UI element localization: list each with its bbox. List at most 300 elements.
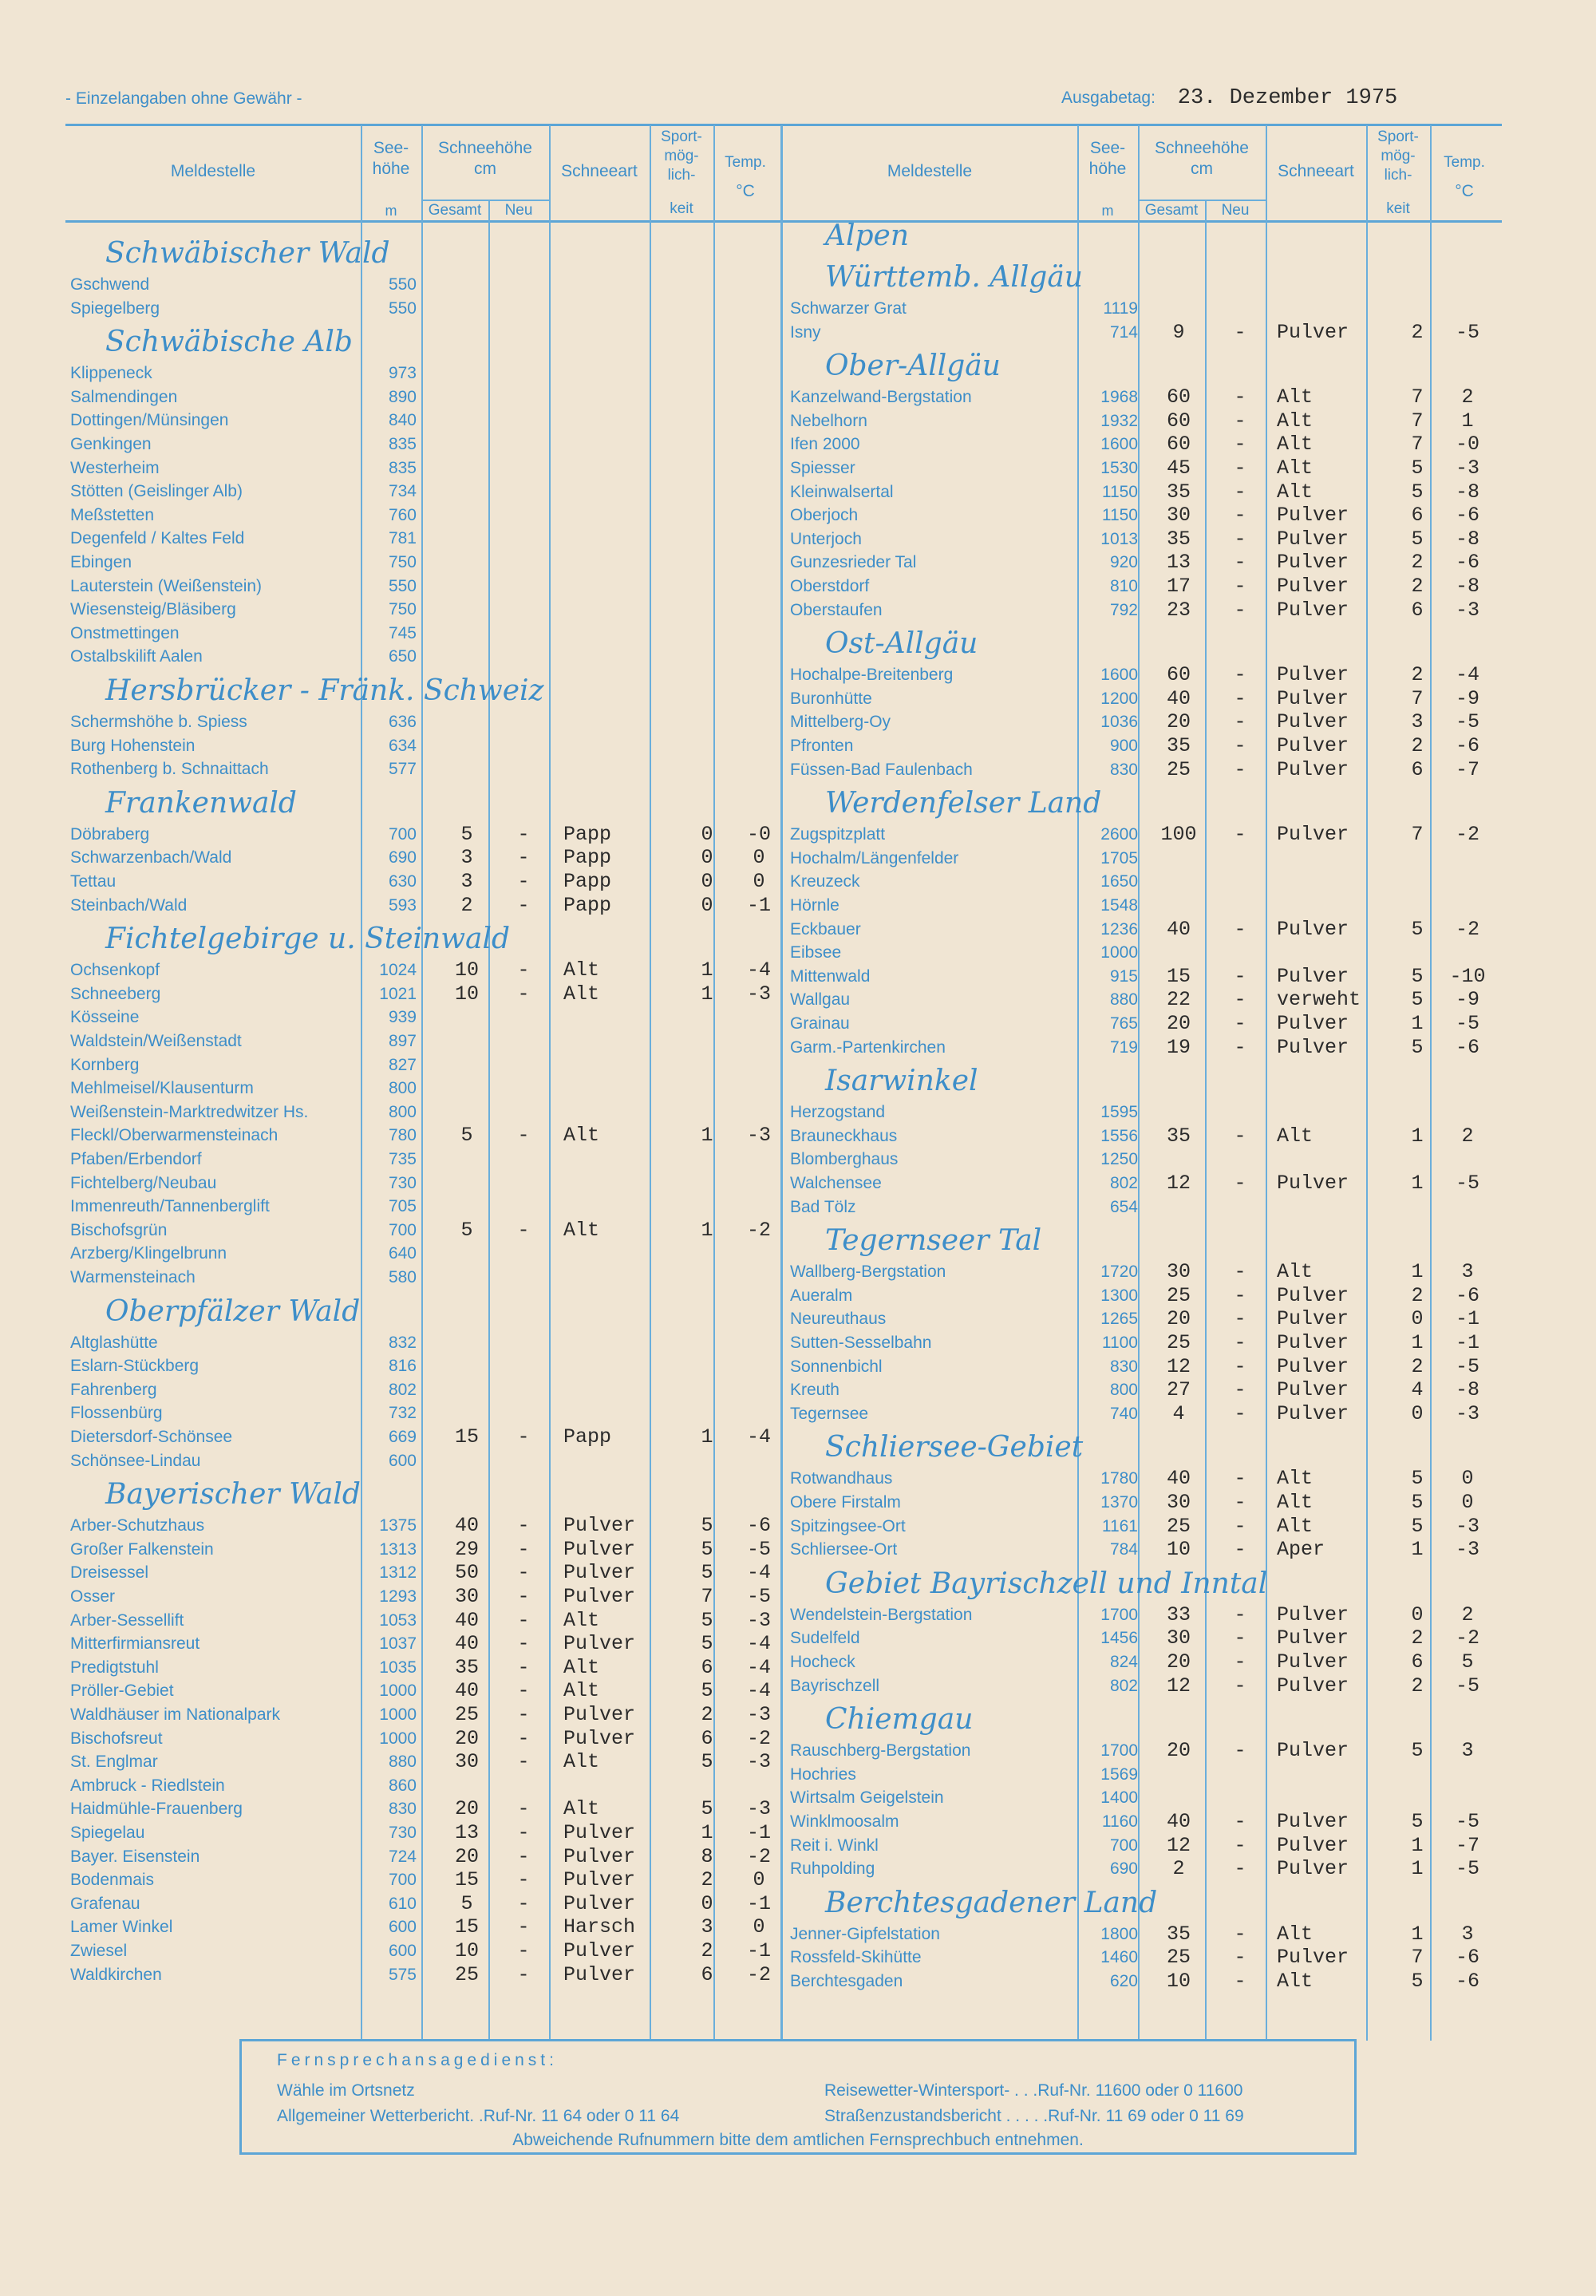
- temperature: -4: [746, 1561, 771, 1585]
- snow-type: Alt: [1277, 409, 1314, 433]
- station-name: Pröller-Gebiet: [70, 1681, 174, 1701]
- temperature: -1: [746, 1939, 771, 1962]
- snow-type: Alt: [563, 1655, 600, 1679]
- station-name: Garm.-Partenkirchen: [790, 1037, 946, 1057]
- temperature: -5: [746, 1585, 771, 1608]
- temperature: -9: [1455, 988, 1479, 1012]
- station-altitude: 792: [1109, 600, 1138, 619]
- station-altitude: 830: [1109, 1357, 1138, 1376]
- station-name: Oberjoch: [790, 506, 859, 525]
- temperature: -5: [1455, 1012, 1479, 1035]
- station-name: Schneeberg: [70, 984, 161, 1003]
- phone-service-box: [239, 2039, 1357, 2155]
- snow-type: Pulver: [1277, 1602, 1349, 1626]
- snow-type: Pulver: [1277, 1739, 1349, 1763]
- station-name: Blomberghaus: [790, 1150, 899, 1169]
- region-title: Alpen: [825, 219, 910, 252]
- station-altitude: 897: [388, 1032, 417, 1050]
- station-name: Mehlmeisel/Klausenturm: [70, 1079, 254, 1098]
- snow-total: 25: [454, 1703, 479, 1726]
- temperature: -2: [746, 1218, 771, 1242]
- col-snow-unit: cm: [474, 160, 496, 178]
- snow-new: -: [1234, 433, 1246, 456]
- sport-possibility: 5: [701, 1561, 713, 1585]
- snow-total: 20: [454, 1726, 479, 1750]
- snow-new: -: [517, 1703, 530, 1726]
- sport-possibility: 1: [1411, 1260, 1424, 1284]
- station-name: Walchensee: [790, 1174, 882, 1192]
- station-name: Arber-Schutzhaus: [70, 1516, 205, 1535]
- snow-new: -: [1234, 757, 1246, 781]
- snow-type: Pulver: [1277, 1012, 1349, 1035]
- station-altitude: 1024: [379, 961, 417, 980]
- station-name: Mittelberg-Oy: [790, 713, 891, 732]
- sport-possibility: 1: [1411, 1857, 1424, 1881]
- station-name: Eibsee: [790, 943, 842, 962]
- region-title: Schwäbische Alb: [105, 326, 353, 359]
- temperature: -3: [746, 1703, 771, 1726]
- station-name: Rotwandhaus: [790, 1469, 893, 1488]
- snow-type: Alt: [1277, 1124, 1314, 1148]
- col-temp-unit-r: °C: [1455, 182, 1474, 200]
- sport-possibility: 0: [701, 893, 713, 917]
- sport-possibility: 2: [701, 1868, 713, 1892]
- station-name: Waldstein/Weißenstadt: [70, 1032, 242, 1050]
- station-name: Schermshöhe b. Spiess: [70, 713, 247, 731]
- station-altitude: 593: [388, 895, 417, 915]
- station-altitude: 700: [388, 1220, 417, 1239]
- snow-type: Pulver: [1277, 504, 1349, 528]
- snow-type: Alt: [1277, 385, 1314, 409]
- snow-new: -: [517, 982, 530, 1006]
- snow-total: 35: [1166, 1124, 1191, 1148]
- temperature: -5: [1455, 1810, 1479, 1833]
- station-name: Füssen-Bad Faulenbach: [790, 760, 973, 779]
- sport-possibility: 1: [701, 1124, 713, 1148]
- snow-total: 60: [1166, 433, 1191, 456]
- region-title: Hersbrücker - Fränk. Schweiz: [105, 674, 544, 707]
- sport-possibility: 5: [701, 1632, 713, 1656]
- station-name: Isny: [790, 322, 821, 342]
- station-name: Schönsee-Lindau: [70, 1451, 201, 1470]
- station-altitude: 730: [388, 1173, 417, 1192]
- snow-total: 5: [460, 1891, 473, 1915]
- snow-type: Alt: [563, 958, 600, 982]
- snow-type: Alt: [1277, 1467, 1314, 1491]
- snow-new: -: [1234, 1467, 1246, 1491]
- snow-type: Alt: [563, 1608, 600, 1632]
- station-name: Hörnle: [790, 896, 839, 915]
- station-altitude: 1160: [1101, 1812, 1138, 1831]
- temperature: -7: [1455, 757, 1479, 781]
- station-altitude: 890: [388, 387, 417, 406]
- snow-total: 20: [454, 1797, 479, 1821]
- col-station-r: Meldestelle: [887, 162, 973, 180]
- station-altitude: 2600: [1100, 825, 1138, 844]
- snow-total: 30: [454, 1585, 479, 1608]
- snow-type: Pulver: [1277, 1172, 1349, 1195]
- temperature: -2: [746, 1726, 771, 1750]
- station-name: Pfronten: [790, 737, 854, 755]
- temperature: -6: [1455, 1035, 1479, 1059]
- snow-total: 10: [454, 1939, 479, 1962]
- snow-type: Alt: [1277, 480, 1314, 504]
- station-altitude: 760: [388, 505, 417, 524]
- station-altitude: 780: [388, 1126, 417, 1145]
- station-altitude: 1548: [1100, 896, 1138, 915]
- station-altitude: 750: [388, 600, 417, 619]
- temperature: 3: [1461, 1260, 1474, 1284]
- region-title: Ost-Allgäu: [825, 627, 978, 661]
- phone-winter-sport: Reisewetter-Wintersport- . . .Ruf-Nr. 11600 oder 0 11600: [824, 2081, 1243, 2100]
- snow-type: Pulver: [1277, 1650, 1349, 1674]
- snow-type: Pulver: [1277, 1283, 1349, 1307]
- snow-new: -: [1234, 1307, 1246, 1331]
- station-altitude: 835: [388, 435, 417, 453]
- snow-total: 12: [1166, 1354, 1191, 1378]
- snow-total: 40: [454, 1679, 479, 1703]
- snow-total: 19: [1166, 1035, 1191, 1059]
- table-top-border: [65, 124, 1502, 126]
- snow-total: 40: [454, 1608, 479, 1632]
- sport-possibility: 2: [1411, 734, 1424, 757]
- snow-new: -: [1234, 1538, 1246, 1562]
- sport-possibility: 7: [1411, 433, 1424, 456]
- snow-type: Alt: [1277, 1260, 1314, 1284]
- station-name: Warmensteinach: [70, 1268, 196, 1286]
- sport-possibility: 2: [701, 1939, 713, 1962]
- station-name: Grainau: [790, 1014, 850, 1033]
- temperature: 2: [1461, 1124, 1474, 1148]
- snow-type: Pulver: [563, 1514, 636, 1538]
- temperature: -3: [1455, 598, 1479, 622]
- sport-possibility: 1: [701, 958, 713, 982]
- temperature: -2: [1455, 917, 1479, 941]
- snow-type: Pulver: [1277, 1307, 1349, 1331]
- phone-weather-report: Allgemeiner Wetterbericht. .Ruf-Nr. 11 64 oder 0 11 64: [277, 2107, 680, 2125]
- snow-total: 20: [1166, 1650, 1191, 1674]
- snow-new: -: [1234, 1354, 1246, 1378]
- snow-total: 40: [1166, 1810, 1191, 1833]
- station-altitude: 830: [1109, 760, 1138, 779]
- snow-total: 45: [1166, 456, 1191, 480]
- sport-possibility: 5: [701, 1537, 713, 1561]
- temperature: -8: [1455, 527, 1479, 551]
- sport-possibility: 2: [701, 1703, 713, 1726]
- snow-total: 15: [454, 1915, 479, 1939]
- station-name: Rothenberg b. Schnaittach: [70, 760, 269, 779]
- snow-new: -: [1234, 1833, 1246, 1857]
- snow-total: 10: [454, 958, 479, 982]
- snow-total: 10: [1166, 1970, 1191, 1993]
- station-name: Hochalpe-Breitenberg: [790, 666, 954, 685]
- station-altitude: 700: [388, 1871, 417, 1890]
- snow-total: 3: [460, 870, 473, 893]
- snow-new: -: [517, 1632, 530, 1656]
- station-altitude: 550: [388, 275, 417, 294]
- station-name: Wendelstein-Bergstation: [790, 1605, 973, 1624]
- snow-total: 30: [1166, 504, 1191, 528]
- station-altitude: 600: [388, 1451, 417, 1470]
- snow-total: 25: [1166, 1283, 1191, 1307]
- snow-new: -: [1234, 598, 1246, 622]
- col-altitude-2: höhe: [372, 160, 410, 178]
- station-name: Burg Hohenstein: [70, 736, 196, 755]
- disclaimer: - Einzelangaben ohne Gewähr -: [65, 89, 302, 108]
- station-name: Unterjoch: [790, 529, 862, 548]
- region-title: Bayerischer Wald: [105, 1478, 361, 1512]
- sport-possibility: 5: [1411, 988, 1424, 1012]
- sport-possibility: 7: [1411, 823, 1424, 847]
- station-name: Hochries: [790, 1764, 856, 1784]
- station-name: Arzberg/Klingelbrunn: [70, 1244, 227, 1263]
- temperature: -8: [1455, 1378, 1479, 1402]
- snow-total: 60: [1166, 409, 1191, 433]
- station-name: Mitterfirmiansreut: [70, 1634, 200, 1654]
- snow-new: -: [1234, 1946, 1246, 1970]
- snow-type: Pulver: [563, 1962, 636, 1986]
- snow-total: 29: [454, 1537, 479, 1561]
- col-snow-new: Neu: [504, 202, 533, 219]
- station-altitude: 732: [388, 1404, 417, 1423]
- snow-type: Pulver: [563, 1821, 636, 1844]
- station-name: Wirtsalm Geigelstein: [790, 1788, 944, 1808]
- snow-total: 25: [1166, 757, 1191, 781]
- sport-possibility: 1: [1411, 1012, 1424, 1035]
- col-temp-unit: °C: [736, 182, 755, 200]
- region-title: Isarwinkel: [825, 1065, 978, 1098]
- station-altitude: 765: [1109, 1014, 1138, 1033]
- temperature: -5: [1455, 1354, 1479, 1378]
- snow-type: Pulver: [1277, 663, 1349, 687]
- station-name: Ostalbskilift Aalen: [70, 647, 203, 666]
- col-temp-r: Temp.: [1444, 154, 1485, 171]
- sport-possibility: 0: [701, 822, 713, 846]
- snow-new: -: [1234, 663, 1246, 687]
- sport-possibility: 5: [701, 1514, 713, 1538]
- station-name: Haidmühle-Frauenberg: [70, 1800, 243, 1819]
- snow-total: 13: [1166, 551, 1191, 575]
- temperature: -5: [1455, 1172, 1479, 1195]
- station-altitude: 600: [388, 1918, 417, 1937]
- station-altitude: 1236: [1100, 919, 1138, 939]
- station-name: Wallberg-Bergstation: [790, 1263, 946, 1282]
- temperature: -3: [1455, 1538, 1479, 1562]
- station-name: Zwiesel: [70, 1942, 128, 1960]
- station-name: Bischofsreut: [70, 1729, 163, 1748]
- temperature: -6: [1455, 1946, 1479, 1970]
- snow-new: -: [517, 1844, 530, 1868]
- col-altitude-unit-r: m: [1101, 203, 1114, 219]
- snow-total: 12: [1166, 1833, 1191, 1857]
- station-altitude: 580: [388, 1268, 417, 1286]
- snow-new: -: [1234, 1514, 1246, 1538]
- sport-possibility: 0: [1411, 1401, 1424, 1425]
- station-altitude: 577: [388, 760, 417, 779]
- sport-possibility: 5: [1411, 1491, 1424, 1514]
- sport-possibility: 2: [1411, 551, 1424, 575]
- station-name: Ebingen: [70, 553, 132, 571]
- temperature: 0: [753, 1915, 765, 1939]
- station-altitude: 550: [388, 298, 417, 318]
- temperature: 2: [1461, 1602, 1474, 1626]
- sport-possibility: 6: [1411, 598, 1424, 622]
- temperature: -10: [1449, 964, 1486, 988]
- snow-type: Pulver: [1277, 1833, 1349, 1857]
- station-name: Oberstaufen: [790, 600, 883, 619]
- snow-type: Pulver: [563, 1585, 636, 1608]
- snow-total: 40: [1166, 1467, 1191, 1491]
- snow-total: 20: [1166, 1012, 1191, 1035]
- snow-total: 17: [1166, 575, 1191, 598]
- snow-new: -: [517, 1655, 530, 1679]
- station-altitude: 810: [1109, 577, 1138, 595]
- station-altitude: 620: [1109, 1972, 1138, 1990]
- snow-new: -: [517, 958, 530, 982]
- station-altitude: 1000: [379, 1729, 417, 1748]
- station-name: Oberstdorf: [790, 577, 870, 595]
- grid-line: [421, 200, 549, 201]
- col-snow-total-r: Gesamt: [1144, 202, 1199, 219]
- snow-total: 50: [454, 1561, 479, 1585]
- snow-type: Alt: [1277, 1491, 1314, 1514]
- snow-new: -: [1234, 1035, 1246, 1059]
- snow-type: Pulver: [563, 1844, 636, 1868]
- phone-road-report: Straßenzustandsbericht . . . . .Ruf-Nr. 11 69 oder 0 11 69: [824, 2107, 1244, 2125]
- temperature: -2: [1455, 1626, 1479, 1650]
- station-altitude: 1370: [1100, 1493, 1138, 1512]
- snow-total: 3: [460, 846, 473, 870]
- station-altitude: 802: [388, 1380, 417, 1399]
- temperature: -3: [1455, 1514, 1479, 1538]
- snow-type: Pulver: [1277, 917, 1349, 941]
- snow-new: -: [1234, 1922, 1246, 1946]
- station-altitude: 1150: [1101, 506, 1138, 525]
- snow-new: -: [517, 1218, 530, 1242]
- snow-type: Alt: [563, 982, 600, 1006]
- snow-total: 30: [1166, 1491, 1191, 1514]
- temperature: -9: [1455, 686, 1479, 710]
- sport-possibility: 7: [1411, 1946, 1424, 1970]
- grid-line: [1138, 125, 1140, 2041]
- grid-line: [1266, 125, 1267, 2041]
- region-title: Schwäbischer Wald: [105, 237, 390, 270]
- station-altitude: 1161: [1101, 1516, 1138, 1535]
- station-name: Wallgau: [790, 990, 851, 1010]
- col-snow-type: Schneeart: [561, 162, 638, 180]
- snow-new: -: [517, 1797, 530, 1821]
- snow-total: 40: [454, 1514, 479, 1538]
- station-altitude: 802: [1109, 1676, 1138, 1695]
- temperature: -2: [1455, 823, 1479, 847]
- sport-possibility: 1: [701, 1218, 713, 1242]
- col-sport-2: mög-: [664, 148, 699, 164]
- snow-new: -: [1234, 964, 1246, 988]
- station-altitude: 654: [1109, 1197, 1138, 1216]
- col-altitude-unit: m: [385, 203, 397, 219]
- sport-possibility: 6: [701, 1655, 713, 1679]
- station-name: Berchtesgaden: [790, 1972, 903, 1990]
- col-altitude-1: See-: [373, 139, 409, 157]
- station-altitude: 900: [1109, 737, 1138, 755]
- snow-new: -: [517, 1514, 530, 1538]
- snow-total: 35: [1166, 1922, 1191, 1946]
- station-name: Großer Falkenstein: [70, 1539, 214, 1559]
- station-altitude: 860: [388, 1776, 417, 1795]
- station-name: Brauneckhaus: [790, 1126, 898, 1145]
- station-altitude: 827: [388, 1055, 417, 1074]
- station-altitude: 1780: [1100, 1469, 1138, 1488]
- snow-new: -: [1234, 1172, 1246, 1195]
- snow-total: 20: [1166, 1739, 1191, 1763]
- temperature: -6: [1455, 1970, 1479, 1993]
- station-altitude: 832: [388, 1333, 417, 1352]
- snow-type: Pulver: [563, 1703, 636, 1726]
- snow-type: Pulver: [563, 1868, 636, 1892]
- station-altitude: 1036: [1100, 713, 1138, 732]
- snow-type: Pulver: [563, 1891, 636, 1915]
- station-name: Weißenstein-Marktredwitzer Hs.: [70, 1102, 309, 1121]
- station-altitude: 1013: [1100, 529, 1138, 548]
- snow-new: -: [1234, 320, 1246, 344]
- snow-type: Pulver: [563, 1561, 636, 1585]
- snow-total: 13: [454, 1821, 479, 1844]
- station-altitude: 1000: [1100, 943, 1138, 962]
- snow-total: 40: [1166, 917, 1191, 941]
- station-name: Nebelhorn: [790, 411, 867, 430]
- col-snow-new-r: Neu: [1221, 202, 1250, 219]
- station-name: Bad Tölz: [790, 1197, 856, 1216]
- snow-new: -: [1234, 504, 1246, 528]
- col-snow-unit-r: cm: [1191, 160, 1213, 178]
- snow-new: -: [1234, 1124, 1246, 1148]
- table-header-border: [65, 220, 1502, 223]
- temperature: -3: [746, 1608, 771, 1632]
- sport-possibility: 5: [701, 1797, 713, 1821]
- temperature: -1: [746, 1821, 771, 1844]
- snow-type: Alt: [1277, 433, 1314, 456]
- sport-possibility: 1: [1411, 1331, 1424, 1354]
- snow-total: 10: [454, 982, 479, 1006]
- temperature: -5: [1455, 710, 1479, 734]
- temperature: 3: [1461, 1739, 1474, 1763]
- snow-total: 100: [1160, 823, 1197, 847]
- station-altitude: 1700: [1100, 1741, 1138, 1761]
- station-name: Meßstetten: [70, 505, 155, 524]
- station-altitude: 1650: [1100, 872, 1138, 891]
- snow-type: Papp: [563, 870, 612, 893]
- snow-type: Pulver: [1277, 757, 1349, 781]
- snow-total: 27: [1166, 1378, 1191, 1402]
- snow-new: -: [1234, 1857, 1246, 1881]
- sport-possibility: 0: [1411, 1602, 1424, 1626]
- station-altitude: 1456: [1100, 1629, 1138, 1648]
- snow-total: 2: [460, 893, 473, 917]
- snow-new: -: [1234, 551, 1246, 575]
- temperature: -2: [746, 1844, 771, 1868]
- temperature: -6: [746, 1514, 771, 1538]
- station-name: Waldkirchen: [70, 1965, 162, 1984]
- snow-total: 40: [1166, 686, 1191, 710]
- sport-possibility: 6: [701, 1962, 713, 1986]
- snow-new: -: [1234, 385, 1246, 409]
- snow-new: -: [517, 1124, 530, 1148]
- station-altitude: 669: [388, 1428, 417, 1446]
- temperature: -6: [1455, 504, 1479, 528]
- station-name: Bayer. Eisenstein: [70, 1847, 200, 1866]
- station-altitude: 800: [388, 1079, 417, 1098]
- sport-possibility: 1: [1411, 1538, 1424, 1562]
